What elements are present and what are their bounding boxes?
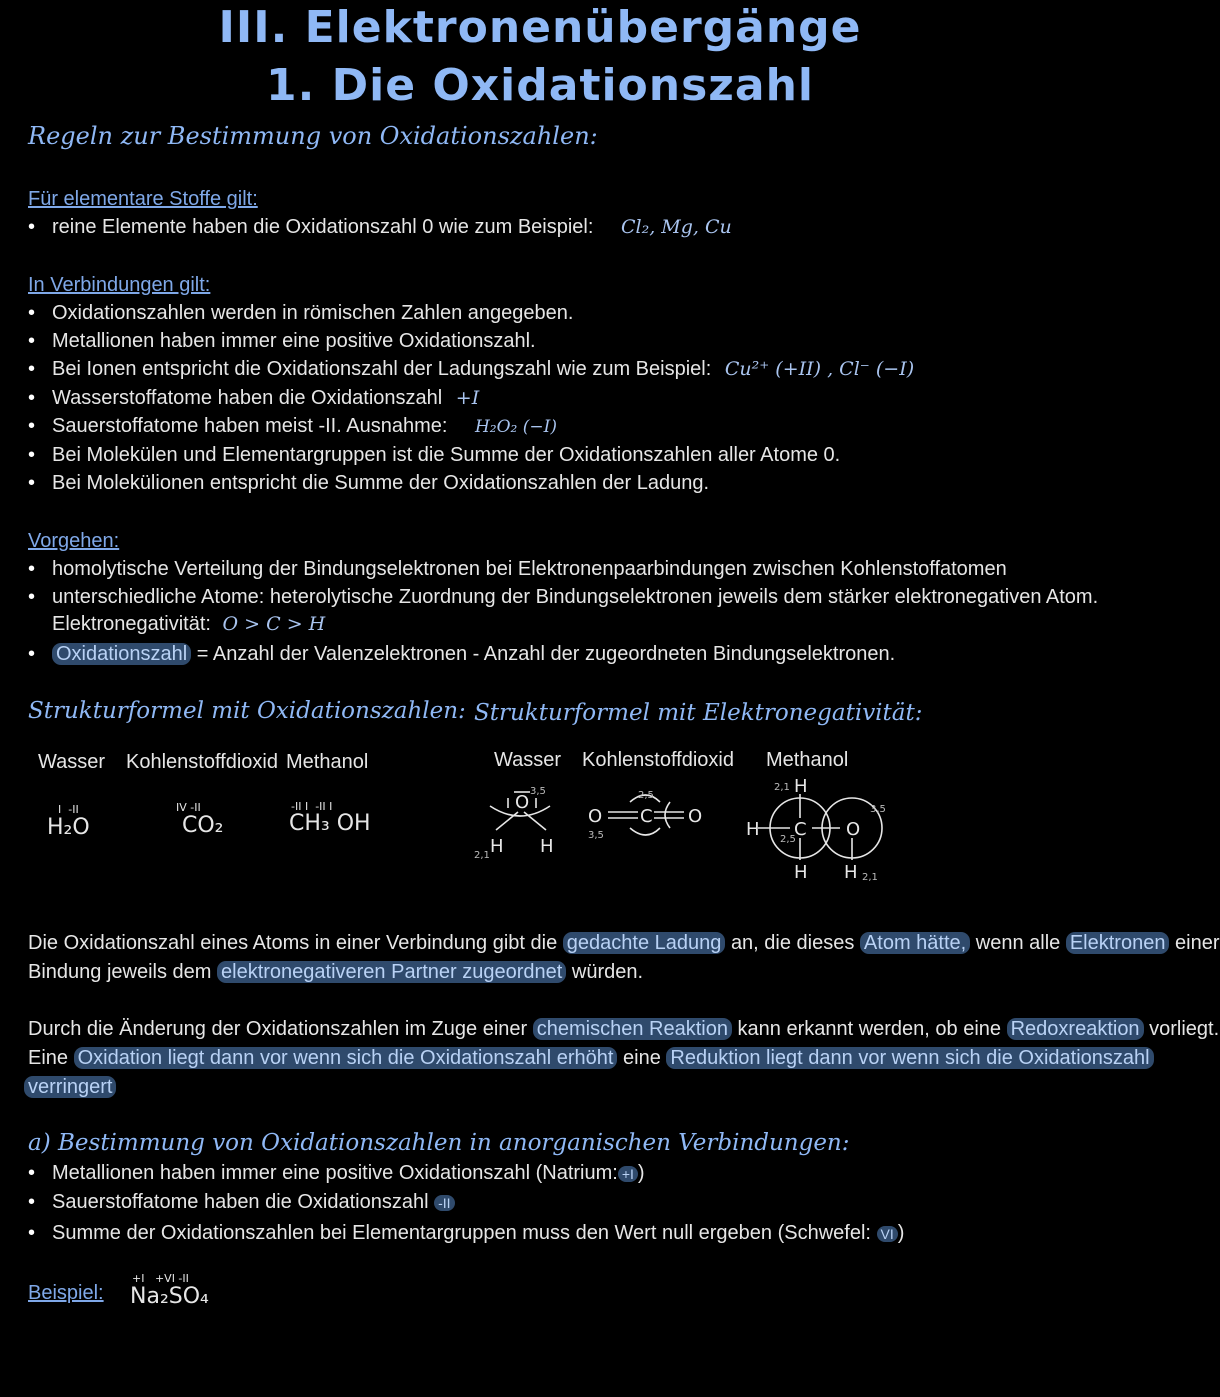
methanol-en-h: 2,1 [774,782,790,793]
procedure-bullet-2: • unterschiedliche Atome: heterolytische Zuordnung der Bindungselektronen jeweils dem stärker elektronegativen Atom. [52,586,1098,609]
struct-en-label-co2: Kohlenstoffdioxid [582,749,734,771]
para1-text-1: Die Oxidationszahl eines Atoms in einer Verbindung gibt die [28,932,558,954]
co2-o2-atom: O [688,806,703,827]
para1-line1 [28,932,1220,955]
water-h1-atom: H [490,836,504,857]
methanol-h-bottom: H [794,862,808,883]
struct-en-label-methanol: Methanol [766,749,849,771]
methanol-formula: CH₃ OH [289,811,371,836]
para2-highlight-3: Oxidation liegt dann vor wenn sich die Oxidationszahl erhöht [74,1047,618,1069]
para2-highlight-5: verringert [24,1076,116,1098]
compounds-bullet-4-math: +I [455,387,480,409]
example-ox-numbers: +I +VI -II [132,1272,189,1285]
compounds-bullet-4-text: Wasserstoffatome haben die Oxidationszahl [52,387,443,409]
para2-text-5: eine [623,1047,661,1069]
para2-highlight-2: Redoxreaktion [1007,1018,1144,1040]
para1-text-3: wenn alle [975,932,1061,954]
compounds-bullet-7: • Bei Molekülionen entspricht die Summe der Oxidationszahlen der Ladung. [52,472,709,495]
co2-en-c: 2,5 [638,790,654,801]
procedure-bullet-3 [52,643,895,666]
compounds-bullet-1: • Oxidationszahlen werden in römischen Zahlen angegeben. [52,302,573,325]
oxygen-ox-highlight: -II [434,1195,454,1211]
para1-text-6: würden. [571,961,644,983]
para2-line1 [28,1018,1219,1041]
para1-highlight-1: gedachte Ladung [563,932,726,954]
compounds-bullet-4 [52,387,479,410]
struct-ox-heading: Strukturformel mit Oxidationszahlen: [28,698,466,724]
elementary-bullet-text: reine Elemente haben die Oxidationszahl 0 wie zum Beispiel: [52,216,594,238]
para2-highlight-1: chemischen Reaktion [533,1018,732,1040]
co2-c-atom: C [640,806,653,827]
struct-ox-label-water: Wasser [38,751,106,773]
section-a-bullet-1-text: Metallionen haben immer eine positive Oxidationszahl (Natrium: [52,1162,618,1184]
sulfur-ox-highlight: VI [877,1226,898,1242]
co2-formula: CO₂ [182,813,224,838]
elementary-bullet-math: Cl₂, Mg, Cu [620,216,732,238]
water-h2-atom: H [540,836,554,857]
compounds-bullet-3 [52,358,914,381]
example-formula: Na₂SO₄ [130,1284,209,1309]
compounds-heading: In Verbindungen gilt: [28,274,211,296]
para1-line2 [28,961,643,984]
compounds-bullet-5-text: Sauerstoffatome haben meist -II. Ausnahme: [52,415,448,437]
compounds-bullet-5 [52,415,557,438]
compounds-bullet-3-math: Cu²⁺ (+II) , Cl⁻ (−I) [724,358,915,380]
para1-text-4: einer [1175,932,1220,954]
procedure-en-text: Elektronegativität: [52,613,211,635]
example-label: Beispiel: [28,1282,104,1304]
title-line-2: 1. Die Oxidationszahl [265,60,815,111]
electronegativity-structures [460,772,900,892]
methanol-h-top: H [794,776,808,797]
procedure-bullet-1: • homolytische Verteilung der Bindungselektronen bei Elektronenpaarbindungen zwischen Kohlenstoffatomen [52,558,1007,581]
methanol-h-oh: H [844,862,858,883]
methanol-h-left: H [746,819,760,840]
para2-highlight-4: Reduktion liegt dann vor wenn sich die Oxidationszahl [666,1047,1153,1069]
section-a-bullet-3: • Summe der Oxidationszahlen bei Elementargruppen muss den Wert null ergeben (Schwefel: VI ) [52,1222,904,1245]
compounds-bullet-5-math: H₂O₂ (−I) [474,417,558,437]
compounds-bullet-2: • Metallionen haben immer eine positive Oxidationszahl. [52,330,536,353]
elementary-heading: Für elementare Stoffe gilt: [28,188,258,210]
para2-line3 [24,1076,116,1099]
section-a-bullet-1: • Metallionen haben immer eine positive Oxidationszahl (Natrium: +I ) [52,1162,645,1185]
para1-text-2: an, die dieses [730,932,855,954]
struct-ox-label-co2: Kohlenstoffdioxid [126,751,278,773]
para1-highlight-3: Elektronen [1066,932,1170,954]
co2-en-o: 3,5 [588,830,604,841]
procedure-en-math: O > C > H [222,613,326,635]
struct-en-label-water: Wasser [494,749,562,771]
water-en-o: 3,5 [530,786,546,797]
water-formula: H₂O [47,815,90,840]
co2-ox-numbers: IV -II [176,801,201,814]
title-line-1: III. Elektronenübergänge [218,2,862,53]
methanol-c-atom: C [794,819,807,840]
methanol-en-c: 2,5 [780,834,796,845]
methanol-en-h2: 2,1 [862,872,878,883]
oxidationszahl-highlight: Oxidationszahl [52,643,191,665]
rules-heading: Regeln zur Bestimmung von Oxidationszahlen: [28,122,598,150]
water-en-h: 2,1 [474,850,490,861]
procedure-bullet-3-text: = Anzahl der Valenzelektronen - Anzahl der zugeordneten Bindungselektronen. [196,643,896,665]
para1-highlight-2: Atom hätte, [860,932,970,954]
para1-text-5: Bindung jeweils dem [28,961,212,983]
para2-text-4: Eine [28,1047,69,1069]
procedure-heading: Vorgehen: [28,530,120,552]
procedure-en-line [52,613,325,636]
para2-line2 [28,1047,1154,1070]
section-a-bullet-2-text: Sauerstoffatome haben die Oxidationszahl [52,1191,429,1213]
para2-text-3: vorliegt. [1149,1018,1220,1040]
section-a-bullet-2 [52,1191,455,1214]
para1-highlight-4: elektronegativeren Partner zugeordnet [217,961,566,983]
methanol-ox-numbers: -II I -II I [291,800,333,813]
struct-en-heading: Strukturformel mit Elektronegativität: [474,700,923,726]
para2-text-2: kann erkannt werden, ob eine [737,1018,1002,1040]
methanol-en-o: 3,5 [870,804,886,815]
section-a-bullet-3-text: Summe der Oxidationszahlen bei Elementargruppen muss den Wert null ergeben (Schwefel: [52,1222,871,1244]
section-a-heading: a) Bestimmung von Oxidationszahlen in anorganischen Verbindungen: [28,1130,850,1156]
compounds-bullet-6: • Bei Molekülen und Elementargruppen ist die Summe der Oxidationszahlen aller Atome 0. [52,444,840,467]
para2-text-1: Durch die Änderung der Oxidationszahlen im Zuge einer [28,1018,528,1040]
water-ox-numbers: I -II [58,803,79,816]
sodium-ox-highlight: +I [618,1166,638,1182]
struct-ox-label-methanol: Methanol [286,751,369,773]
elementary-bullet [52,216,732,239]
compounds-bullet-3-text: Bei Ionen entspricht die Oxidationszahl der Ladungszahl wie zum Beispiel: [52,358,712,380]
methanol-o-atom: O [846,819,861,840]
water-o-atom: O [515,792,530,813]
co2-o1-atom: O [588,806,603,827]
